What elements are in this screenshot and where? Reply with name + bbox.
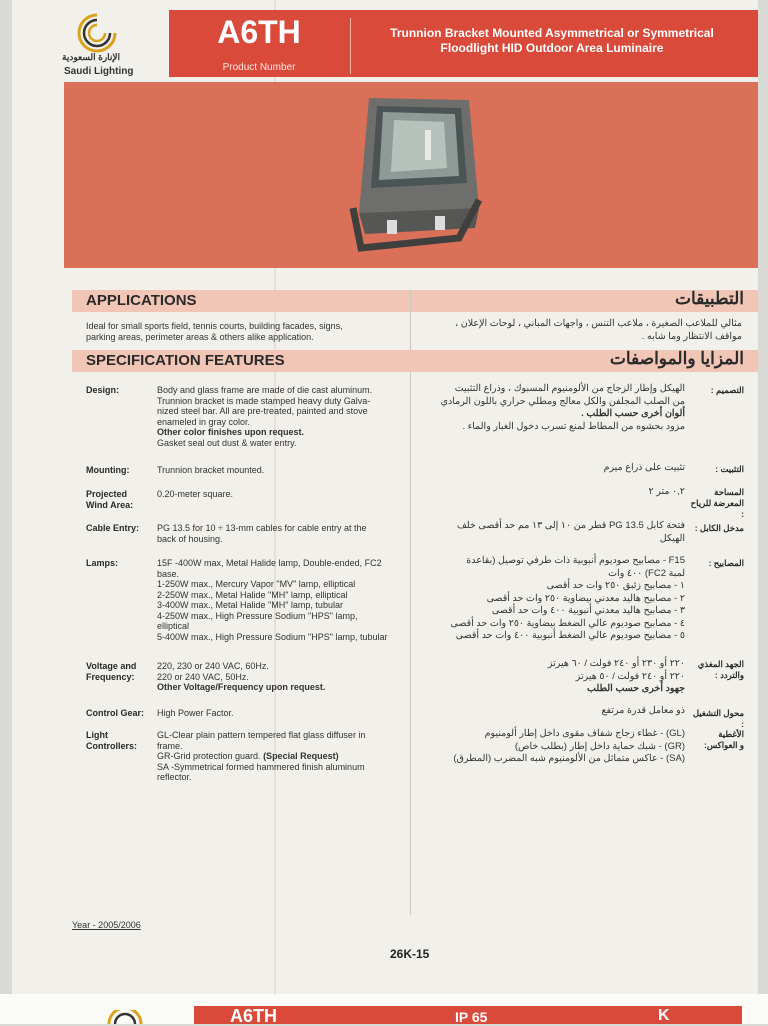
light-controllers-label-arabic-line2: و العواكس: (704, 740, 744, 750)
logo-english-name: Saudi Lighting (64, 66, 134, 77)
lamps-line5: 3-400W max., Metal Halide "MH" lamp, tubular (157, 600, 343, 610)
specification-heading: SPECIFICATION FEATURES (86, 352, 285, 369)
wind-area-value: 0.20-meter square. (157, 489, 234, 499)
wind-area-label-arabic-line1: المساحة (714, 487, 744, 497)
lamps-line6: 4-250W max., High Pressure Sodium "HPS" lamp, (157, 610, 358, 621)
voltage-label-line2: Frequency: (86, 671, 135, 682)
applications-text-line2: parking areas, perimeter areas & others alike application. (86, 331, 314, 342)
next-page-logo-icon (105, 1010, 145, 1024)
product-title (367, 26, 737, 56)
voltage-value-arabic (417, 658, 685, 696)
light-controllers-arabic-line3: (SA) - عاكس متماثل من الألومنيوم شبه المضرب (المطرق) (453, 753, 685, 764)
wind-area-value-arabic: ٠,٢ متر ٢ (648, 486, 685, 497)
specification-heading-arabic: المزايا والمواصفات (609, 349, 744, 368)
lamps-line3: 1-250W max., Mercury Vapor "MV" lamp, elliptical (157, 579, 356, 589)
lamps-line7: elliptical (157, 621, 190, 631)
applications-text-arabic (417, 318, 742, 343)
wind-area-label-line2: Wind Area: (86, 499, 134, 510)
design-arabic-line2: من الصلب المجلفن والكل معالج ومطلي حراري باللون الرمادي (440, 395, 685, 407)
design-line5: Other color finishes upon request. (157, 427, 305, 437)
light-controllers-line3 (157, 751, 407, 762)
logo-arabic-name: الإنارة السعودية (62, 52, 121, 62)
wind-area-label-arabic-line2: المعرضة للرياح : (690, 498, 744, 519)
light-controllers-line2: frame. (157, 740, 183, 751)
cable-entry-value-arabic (417, 520, 685, 545)
cable-entry-label: Cable Entry: (86, 523, 140, 533)
product-title-line2: Floodlight HID Outdoor Area Luminaire (440, 41, 664, 55)
lamps-value (157, 558, 407, 642)
voltage-line3: Other Voltage/Frequency upon request. (157, 682, 326, 692)
lamps-arabic-line3: ١ - مصابيح زئبق ٢٥٠ وات حد أقصى (546, 580, 685, 591)
design-line6: Gasket seal out dust & water entry. (157, 437, 297, 448)
applications-text-arabic-line1: مثالي للملاعب الصغيرة ، ملاعب التنس ، واجهات المباني ، لوحات الإعلان ، (455, 318, 742, 329)
design-line2: Trunnion bracket is made stamped heavy duty Galva- (157, 395, 371, 406)
product-number-label: Product Number (222, 62, 296, 73)
light-controllers-line1: GL-Clear plain pattern tempered flat glass diffuser in (157, 730, 366, 740)
lamps-arabic-line6: ٤ - مصابيح صوديوم عالي الضغط بيضاوية ٢٥٠ وات حد أقصى (450, 617, 685, 629)
voltage-label-arabic-line1: الجهد المغذي (697, 659, 744, 669)
page-number: 26K-15 (390, 947, 430, 961)
design-line3: nized steel bar. All are pre-treated, painted and stove (157, 406, 368, 416)
light-controllers-value (157, 730, 407, 783)
cable-entry-arabic-line1: فتحة كابل PG 13.5 قطر من ١٠ إلى ١٣ مم حد أقصى خلف (456, 520, 685, 531)
light-controllers-label-line1: Light (86, 730, 108, 740)
control-gear-value-arabic: ذو معامل قدرة مرتفع (601, 705, 685, 716)
light-controllers-label-line2: Controllers: (86, 740, 138, 751)
lamps-label: Lamps: (86, 558, 119, 568)
design-value (157, 385, 407, 448)
design-arabic-line1: الهيكل وإطار الزجاج من الألومنيوم المسبوك ، وذراع التثبيت (454, 383, 685, 394)
floodlight-luminaire-icon (339, 88, 489, 258)
mounting-value-arabic: تثبيت على ذراع ميرم (603, 462, 685, 473)
applications-text (86, 321, 343, 342)
voltage-label-arabic-line2: والتردد : (714, 670, 744, 680)
lamps-line8: 5-400W max., High Pressure Sodium "HPS" lamp, tubular (157, 631, 388, 642)
lamps-arabic-line1: F15 - مصابيح صوديوم أنبوبية ذات طرفي توصيل (بقاعدة (466, 555, 685, 566)
concentric-arc-logo-icon (76, 12, 118, 54)
voltage-arabic-line2: ٢٢٠ أو ٢٤٠ فولت / ٥٠ هيرتز (575, 670, 685, 682)
voltage-line1: 220, 230 or 240 VAC, 60Hz. (157, 661, 269, 671)
light-controllers-label-arabic-line1: الأغطية (718, 729, 744, 739)
design-line4: enameled in gray color. (157, 416, 251, 427)
light-controllers-line3-text: GR-Grid protection guard. (157, 751, 261, 761)
control-gear-label: Control Gear: (86, 708, 145, 718)
product-title-line1: Trunnion Bracket Mounted Asymmetrical or Symmetrical (390, 26, 714, 40)
header-divider (350, 18, 351, 74)
lamps-line2: base. (157, 568, 180, 579)
lamps-line4: 2-250W max., Metal Halide "MH" lamp, elliptical (157, 589, 348, 600)
special-request-note: (Special Request) (263, 751, 339, 761)
design-arabic-line4: مزود بحشوه من المطاط لمنع تسرب دخول الغبار والماء . (462, 420, 685, 432)
lamps-arabic-line2: لمبة FC2) ٤٠٠ وات (608, 567, 685, 579)
wind-area-label-arabic (688, 487, 744, 520)
light-controllers-arabic-line1: (GL) - غطاء زجاج شفاف مقوى داخل إطار ألومنيوم (484, 728, 685, 739)
applications-text-arabic-line2: مواقف الانتظار وما شابه . (641, 330, 742, 342)
light-controllers-arabic-line2: (GR) - شبك حماية داخل إطار (بطلب خاص) (514, 740, 685, 752)
applications-text-line1: Ideal for small sports field, tennis courts, building facades, signs, (86, 321, 343, 331)
applications-heading-arabic: التطبيقات (674, 289, 744, 308)
lamps-value-arabic (417, 555, 685, 643)
voltage-label (86, 661, 150, 682)
voltage-label-line1: Voltage and (86, 661, 137, 671)
cable-entry-line1: PG 13.5 for 10 ÷ 13-mm cables for cable entry at the (157, 523, 367, 533)
specification-heading-bar (72, 350, 758, 372)
voltage-line2: 220 or 240 VAC, 50Hz. (157, 671, 249, 682)
next-page-product: A6TH (230, 1006, 278, 1026)
lamps-label-arabic: المصابيح : (708, 558, 744, 568)
wind-area-label (86, 489, 150, 510)
design-label-arabic: التصميم : (710, 385, 744, 395)
lamps-arabic-line5: ٣ - مصابيح هاليد معدني أنبوبية ٤٠٠ وات حد أقصى (491, 605, 685, 616)
next-page-code: IP 65 (455, 1009, 488, 1025)
light-controllers-value-arabic (417, 728, 685, 766)
light-controllers-label-arabic (688, 729, 744, 751)
cable-entry-value (157, 523, 407, 544)
product-number: A6TH (217, 14, 301, 50)
voltage-arabic-line1: ٢٢٠ أو ٢٣٠ أو ٢٤٠ فولت / ٦٠ هيرتز (547, 658, 685, 669)
design-value-arabic (417, 383, 685, 433)
mounting-label-arabic: التثبيت : (715, 464, 744, 474)
lamps-arabic-line7: ٥ - مصابيح صوديوم عالي الضغط أنبوبية ٤٠٠ وات حد أقصى (455, 630, 685, 641)
product-photo (64, 82, 758, 268)
wind-area-label-line1: Projected (86, 489, 128, 499)
mounting-label: Mounting: (86, 465, 130, 475)
next-page-strip (0, 994, 768, 1024)
column-divider (410, 290, 411, 915)
voltage-arabic-line3: جهود أخرى حسب الطلب (587, 683, 685, 694)
applications-heading: APPLICATIONS (86, 292, 197, 309)
light-controllers-line5: reflector. (157, 772, 192, 782)
product-header (169, 10, 758, 77)
applications-heading-bar (72, 290, 758, 312)
voltage-value (157, 661, 407, 693)
cable-entry-arabic-line2: الهيكل (659, 532, 685, 544)
catalog-page (12, 0, 758, 994)
cable-entry-label-arabic: مدخل الكابل : (694, 523, 744, 533)
control-gear-label-arabic: محول التشغيل : (692, 708, 744, 729)
light-controllers-label (86, 730, 150, 751)
cable-entry-line2: back of housing. (157, 533, 223, 544)
catalog-year: Year - 2005/2006 (72, 920, 141, 930)
lamps-line1: 15F -400W max, Metal Halide lamp, Double-ended, FC2 (157, 558, 382, 568)
design-label: Design: (86, 385, 120, 395)
design-arabic-line3: ألوان أخرى حسب الطلب . (581, 408, 685, 419)
next-page-letter: K (658, 1007, 670, 1024)
control-gear-value: High Power Factor. (157, 708, 234, 718)
lamps-arabic-line4: ٢ - مصابيح هاليد معدني بيضاوية ٢٥٠ وات حد أقصى (486, 592, 685, 604)
design-line1: Body and glass frame are made of die cast aluminum. (157, 385, 373, 395)
light-controllers-line4: SA -Symmetrical formed hammered finish aluminum (157, 761, 365, 772)
voltage-label-arabic (688, 659, 744, 681)
saudi-lighting-logo (62, 12, 172, 82)
mounting-value: Trunnion bracket mounted. (157, 465, 265, 475)
